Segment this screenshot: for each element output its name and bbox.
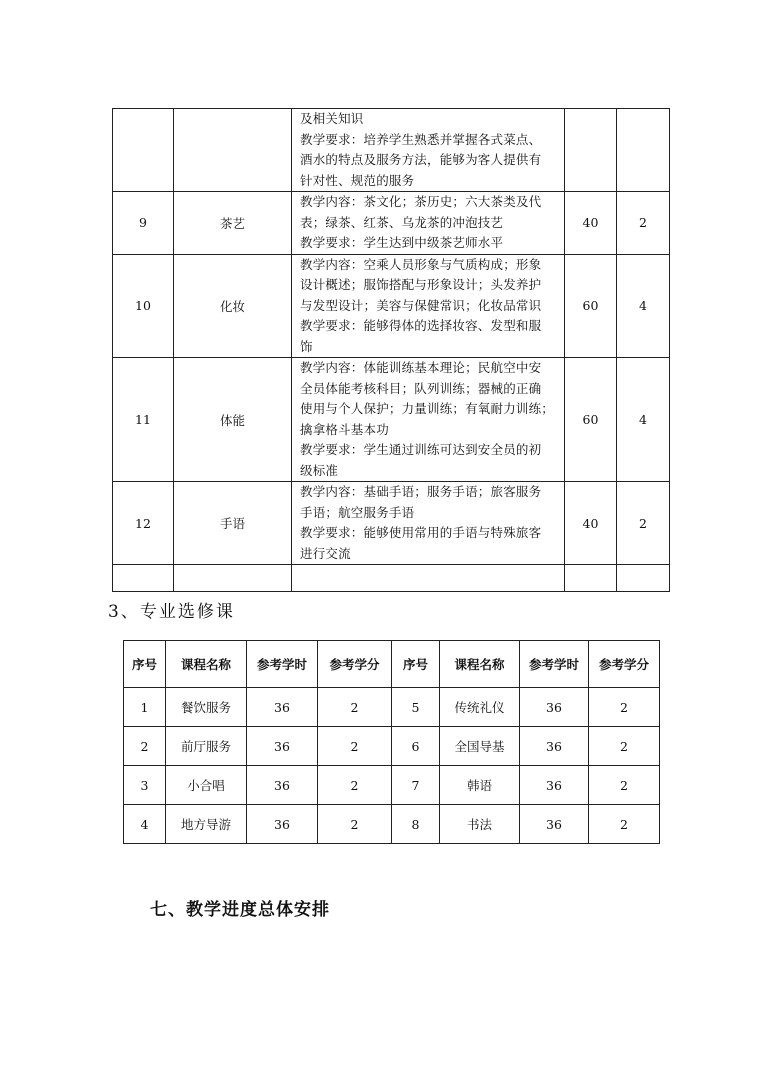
table-cell: 4 — [124, 805, 166, 844]
course-content-line: 及相关知识 — [300, 111, 364, 126]
course-row — [113, 565, 670, 592]
table-row — [124, 727, 660, 766]
table-cell: 前厅服务 — [166, 727, 247, 766]
course-credits-cell: 2 — [617, 192, 670, 255]
elective-course-table — [123, 640, 660, 844]
table-cell: 8 — [392, 805, 440, 844]
table-cell: 36 — [247, 766, 318, 805]
course-content-line: 手语；航空服务手语 — [300, 504, 415, 520]
table-cell: 2 — [318, 688, 392, 727]
course-content-line: 擒拿格斗基本功 — [300, 421, 389, 437]
table-cell: 36 — [520, 766, 589, 805]
table-cell: 传统礼仪 — [440, 688, 520, 727]
section-title-electives: 3、专业选修课 — [108, 602, 235, 622]
course-content-cell — [292, 192, 565, 255]
course-row — [113, 254, 670, 358]
course-name-cell: 茶艺 — [174, 192, 292, 255]
course-number-cell: 11 — [113, 358, 174, 482]
header-cell: 课程名称 — [440, 641, 520, 688]
table-header-row — [124, 641, 660, 688]
course-content-line: 设计概述；服饰搭配与形象设计；头发养护 — [300, 277, 542, 292]
course-row — [113, 192, 670, 255]
course-number-cell — [113, 565, 174, 592]
course-number-cell: 12 — [113, 482, 174, 565]
section-heading-teaching-schedule: 七、教学进度总体安排 — [150, 900, 330, 920]
table-cell: 6 — [392, 727, 440, 766]
course-row — [113, 482, 670, 565]
course-content-line: 教学要求：学生通过训练可达到安全员的初 — [300, 442, 542, 457]
table-cell: 餐饮服务 — [166, 688, 247, 727]
course-content-cell — [292, 358, 565, 482]
table-cell: 书法 — [440, 805, 520, 844]
course-content-cell — [292, 482, 565, 565]
course-hours-cell — [565, 565, 617, 592]
table-row — [124, 688, 660, 727]
table-cell: 36 — [247, 727, 318, 766]
table-cell: 2 — [318, 805, 392, 844]
table-cell: 2 — [589, 805, 660, 844]
header-cell: 序号 — [124, 641, 166, 688]
course-content-line: 饰 — [300, 338, 313, 354]
course-number-cell — [113, 109, 174, 192]
course-content-line: 教学内容：体能训练基本理论；民航空中安 — [300, 360, 542, 375]
table-cell: 2 — [318, 727, 392, 766]
course-credits-cell — [617, 565, 670, 592]
table-row — [124, 766, 660, 805]
course-content-line: 针对性、规范的服务 — [300, 172, 415, 188]
course-name-cell — [174, 565, 292, 592]
table-cell: 36 — [247, 688, 318, 727]
table-cell: 7 — [392, 766, 440, 805]
table-cell: 韩语 — [440, 766, 520, 805]
table-row — [124, 805, 660, 844]
course-name-cell — [174, 109, 292, 192]
table-cell: 2 — [318, 766, 392, 805]
course-name-cell: 化妆 — [174, 254, 292, 358]
table-cell: 2 — [589, 766, 660, 805]
table-cell: 5 — [392, 688, 440, 727]
course-content-line: 表；绿茶、红茶、乌龙茶的冲泡技艺 — [300, 214, 504, 230]
table-cell: 地方导游 — [166, 805, 247, 844]
course-content-line: 级标准 — [300, 462, 339, 478]
course-content-cell — [292, 565, 565, 592]
table-cell: 3 — [124, 766, 166, 805]
course-content-line: 教学内容：空乘人员形象与气质构成；形象 — [300, 256, 542, 272]
header-cell: 参考学时 — [247, 641, 318, 688]
table-cell: 小合唱 — [166, 766, 247, 805]
course-credits-cell: 4 — [617, 254, 670, 358]
header-cell: 课程名称 — [166, 641, 247, 688]
course-hours-cell: 40 — [565, 482, 617, 565]
course-content-line: 全员体能考核科目；队列训练；器械的正确 — [300, 380, 542, 396]
course-credits-cell — [617, 109, 670, 192]
course-content-line: 教学要求：能够得体的选择妆容、发型和服 — [300, 318, 542, 333]
course-name-cell: 手语 — [174, 482, 292, 565]
course-content-line: 教学要求：培养学生熟悉并掌握各式菜点、 — [300, 131, 542, 147]
table-cell: 36 — [520, 727, 589, 766]
table-cell: 全国导基 — [440, 727, 520, 766]
course-content-line: 教学内容：基础手语；服务手语；旅客服务 — [300, 484, 542, 499]
course-row — [113, 358, 670, 482]
course-content-line: 教学要求：能够使用常用的手语与特殊旅客 — [300, 525, 542, 540]
table-cell: 36 — [520, 688, 589, 727]
course-content-cell — [292, 109, 565, 192]
course-name-cell: 体能 — [174, 358, 292, 482]
table-cell: 2 — [124, 727, 166, 766]
table-cell: 2 — [589, 727, 660, 766]
course-content-line: 酒水的特点及服务方法，能够为客人提供有 — [300, 152, 542, 167]
table-cell: 2 — [589, 688, 660, 727]
course-hours-cell: 60 — [565, 254, 617, 358]
course-number-cell: 9 — [113, 192, 174, 255]
course-row — [113, 109, 670, 192]
course-content-line: 教学要求：学生达到中级茶艺师水平 — [300, 235, 504, 250]
course-credits-cell: 2 — [617, 482, 670, 565]
course-hours-cell: 40 — [565, 192, 617, 255]
core-course-table — [112, 108, 670, 592]
course-content-cell — [292, 254, 565, 358]
course-content-line: 与发型设计；美容与保健常识；化妆品常识 — [300, 297, 542, 313]
course-content-line: 进行交流 — [300, 545, 351, 561]
course-content-line: 教学内容：茶文化；茶历史；六大茶类及代 — [300, 194, 542, 209]
course-number-cell: 10 — [113, 254, 174, 358]
course-credits-cell: 4 — [617, 358, 670, 482]
header-cell: 参考学分 — [318, 641, 392, 688]
course-content-line: 使用与个人保护；力量训练；有氧耐力训练； — [300, 401, 555, 416]
header-cell: 参考学分 — [589, 641, 660, 688]
course-hours-cell — [565, 109, 617, 192]
table-cell: 36 — [520, 805, 589, 844]
course-hours-cell: 60 — [565, 358, 617, 482]
header-cell: 参考学时 — [520, 641, 589, 688]
table-cell: 36 — [247, 805, 318, 844]
header-cell: 序号 — [392, 641, 440, 688]
table-cell: 1 — [124, 688, 166, 727]
